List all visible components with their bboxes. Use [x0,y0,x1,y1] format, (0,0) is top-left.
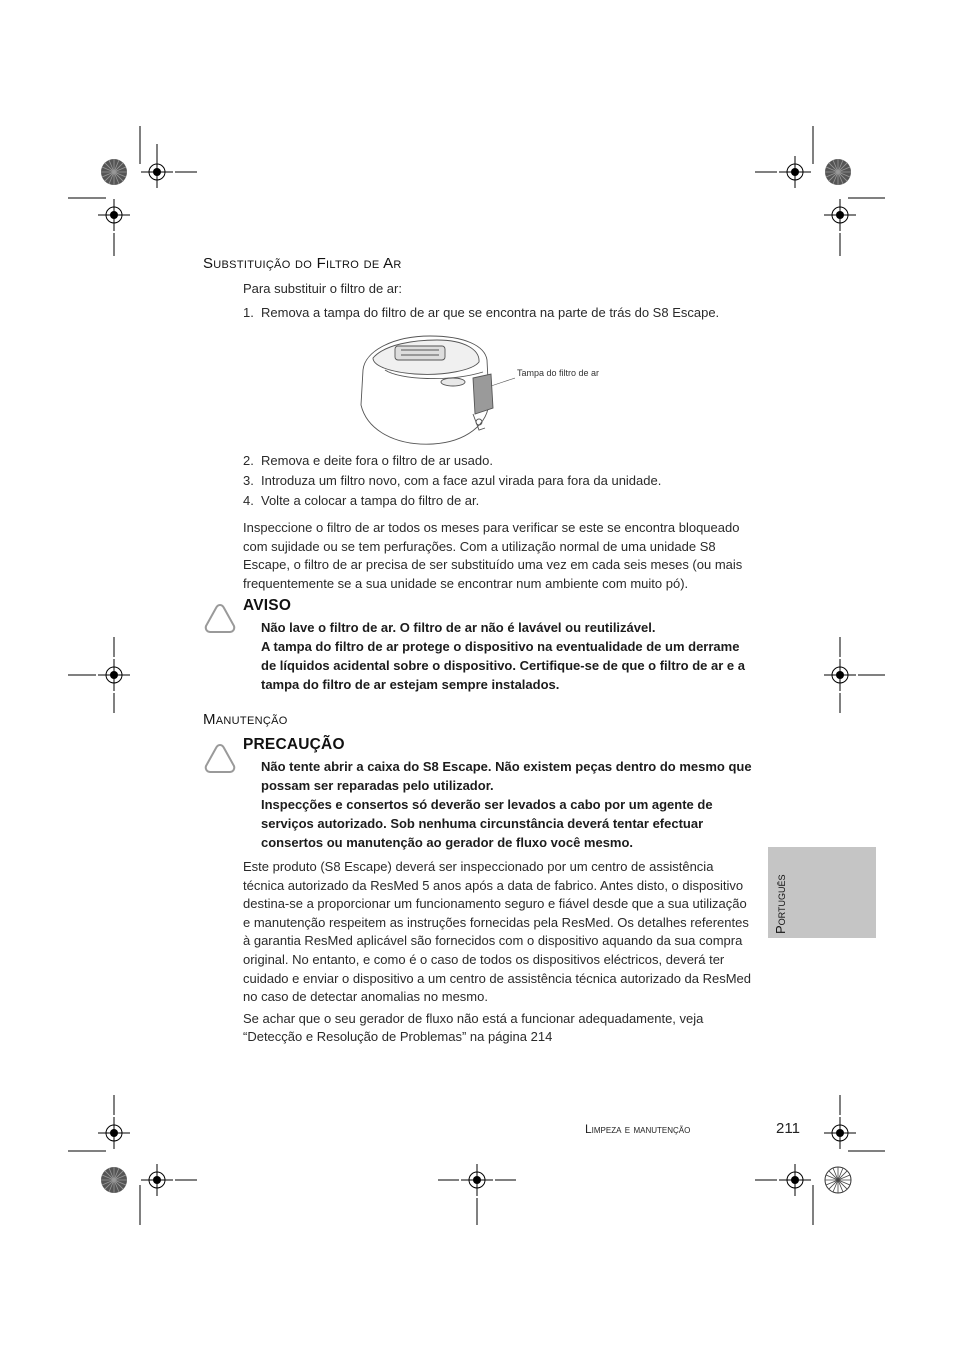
step-text: Remova e deite fora o filtro de ar usado. [261,453,493,468]
step-number: 1. [243,305,254,320]
registration-mark-icon [824,1117,856,1149]
registration-mark-icon [141,1164,173,1196]
step-number: 3. [243,473,254,488]
warning-line: Não lave o filtro de ar. O filtro de ar não é lavável ou reutilizável. [261,620,656,635]
filter-paragraph [243,519,753,593]
caution-line: Inspecções e consertos só deverão ser levados a cabo por um agente de serviços autorizado. Sob nenhuma circunstância deverá tentar efectuar consertos ou manutenção ao gerador de fluxo você mesmo. [261,797,713,850]
device-illustration [355,330,515,450]
section-title-maintenance: Manutenção [203,711,288,728]
intro-text: Para substituir o filtro de ar: [243,281,402,296]
language-tab-label: Português [773,874,788,934]
list-item [243,451,763,471]
caution-triangle-icon [204,742,236,774]
warning-body [261,618,753,694]
caution-line: Não tente abrir a caixa do S8 Escape. Não existem peças dentro do mesmo que possam ser reparadas pelo utilizador. [261,759,752,793]
color-wheel-icon [825,159,851,185]
step-text: Introduza um filtro novo, com a face azul virada para fora da unidade. [261,473,662,488]
page-number: 211 [776,1120,800,1137]
section-title-air-filter: Substituição do Filtro de Ar [203,255,402,272]
step-1 [243,305,763,320]
list-item [243,491,763,511]
registration-mark-icon [98,199,130,231]
footer-chapter: Limpeza e manutenção [585,1122,691,1136]
registration-mark-icon [779,156,811,188]
language-tab [768,847,876,938]
caution-body [261,757,753,852]
step-text: Remova a tampa do filtro de ar que se encontra na parte de trás do S8 Escape. [261,305,720,320]
figure-caption: Tampa do filtro de ar [517,368,600,378]
step-number: 2. [243,453,254,468]
registration-mark-icon [141,156,173,188]
caution-triangle-icon [204,602,236,634]
warning-title: AVISO [243,597,292,614]
paragraph: Se achar que o seu gerador de fluxo não está a funcionar adequadamente, veja “Detecção e Resolução de Problemas” na página 214 [243,1010,704,1045]
registration-mark-icon [824,659,856,691]
registration-mark-icon [98,1117,130,1149]
step-number: 4. [243,493,254,508]
maintenance-text [243,858,753,1047]
steps-list [243,451,763,511]
registration-mark-icon [779,1164,811,1196]
caution-title: PRECAUÇÃO [243,736,345,753]
color-wheel-icon [101,1167,127,1193]
paragraph: Este produto (S8 Escape) deverá ser inspeccionado por um centro de assistência técnica autorizado da ResMed 5 anos após a data de fabrico. Antes disto, o dispositivo destina-se a proporcionar um funcionamento seguro e fiável desde que a sua utilização e manutenção respeitem as instruções fornecidas pela ResMed. Os detalhes referentes à garantia ResMed aplicável são fornecidos com o dispositivo aquando da sua compra original. No entanto, e como é o caso de todos os dispositivos eléctricos, deverá ter cuidado e enviar o dispositivo a um centro de assistência técnica autorizado da ResMed no caso de detectar anomalias no mesmo. [243,859,752,1005]
step-text: Volte a colocar a tampa do filtro de ar. [261,493,480,508]
registration-mark-icon [98,659,130,691]
color-wheel-icon [101,159,127,185]
list-item [243,471,763,491]
paragraph: Inspeccione o filtro de ar todos os meses para verificar se este se encontra bloqueado com sujidade ou se tem perfurações. Com a utilização normal de uma unidade S8 Escape, o filtro de ar precisa de ser substituído uma vez em cada seis meses (ou mais frequentemente se a sua unidade se encontrar num ambiente com muito pó). [243,520,743,591]
registration-mark-icon [824,199,856,231]
color-wheel-icon [825,1167,851,1193]
warning-line: A tampa do filtro de ar protege o dispositivo na eventualidade de um derrame de líquidos acidental sobre o dispositivo. Certifique-se de que o filtro de ar e a tampa do filtro de ar estejam sempre instalados. [261,639,745,692]
registration-mark-icon [461,1164,493,1196]
